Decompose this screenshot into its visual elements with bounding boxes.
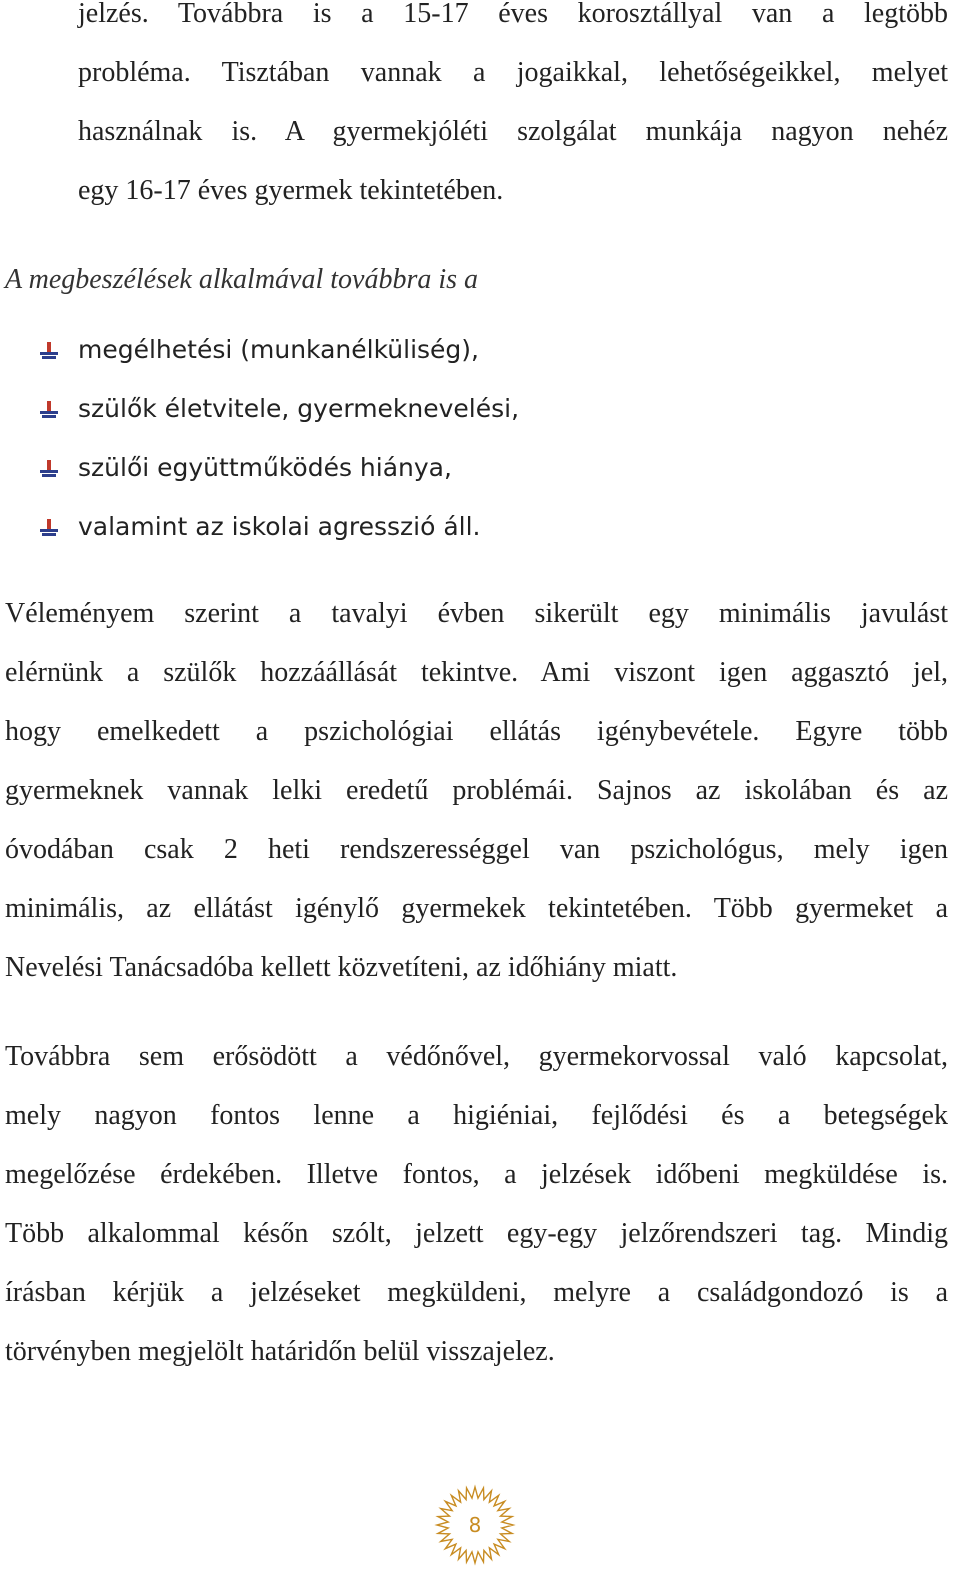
paragraph-line: jelzés. Továbbra is a 15-17 éves korosztállyal van a legtöbb bbox=[78, 0, 948, 29]
down-arrow-icon bbox=[40, 401, 58, 419]
paragraph-line: írásban kérjük a jelzéseket megküldeni, melyre a családgondozó is a bbox=[5, 1277, 948, 1308]
page-footer bbox=[425, 1484, 525, 1566]
page-number: 8 bbox=[468, 1513, 482, 1537]
paragraph-line: gyermeknek vannak lelki eredetű problémái. Sajnos az iskolában és az bbox=[5, 775, 948, 806]
down-arrow-icon bbox=[40, 519, 58, 537]
paragraph-line: elérnünk a szülők hozzáállását tekintve. Ami viszont igen aggasztó jel, bbox=[5, 657, 948, 688]
paragraph-line: használnak is. A gyermekjóléti szolgálat munkája nagyon nehéz bbox=[78, 116, 948, 147]
paragraph-line: egy 16-17 éves gyermek tekintetében. bbox=[78, 175, 504, 206]
down-arrow-icon bbox=[40, 460, 58, 478]
list-intro: A megbeszélések alkalmával továbbra is a bbox=[5, 264, 479, 295]
paragraph-line: törvényben megjelölt határidőn belül visszajelez. bbox=[5, 1336, 555, 1367]
paragraph-line: hogy emelkedett a pszichológiai ellátás igénybevétele. Egyre több bbox=[5, 716, 948, 747]
paragraph-line: óvodában csak 2 heti rendszerességgel van pszichológus, mely igen bbox=[5, 834, 948, 865]
paragraph-line: probléma. Tisztában vannak a jogaikkal, lehetőségeikkel, melyet bbox=[78, 57, 948, 88]
paragraph-line: Véleményem szerint a tavalyi évben sikerült egy minimális javulást bbox=[5, 598, 948, 629]
paragraph-line: megelőzése érdekében. Illetve fontos, a jelzések időbeni megküldése is. bbox=[5, 1159, 948, 1190]
paragraph-line: Több alkalommal későn szólt, jelzett egy-egy jelzőrendszeri tag. Mindig bbox=[5, 1218, 948, 1249]
list-item-label: valamint az iskolai agresszió áll. bbox=[78, 512, 481, 541]
paragraph-line: Nevelési Tanácsadóba kellett közvetíteni, az időhiány miatt. bbox=[5, 952, 678, 983]
paragraph-line: Továbbra sem erősödött a védőnővel, gyermekorvossal való kapcsolat, bbox=[5, 1041, 948, 1072]
list-item-label: szülők életvitele, gyermeknevelési, bbox=[78, 394, 520, 423]
list-item-label: szülői együttműködés hiánya, bbox=[78, 453, 452, 482]
paragraph-line: mely nagyon fontos lenne a higiéniai, fejlődési és a betegségek bbox=[5, 1100, 948, 1131]
list-item-label: megélhetési (munkanélküliség), bbox=[78, 335, 480, 364]
paragraph-line: minimális, az ellátást igénylő gyermekek tekintetében. Több gyermeket a bbox=[5, 893, 948, 924]
down-arrow-icon bbox=[40, 342, 58, 360]
